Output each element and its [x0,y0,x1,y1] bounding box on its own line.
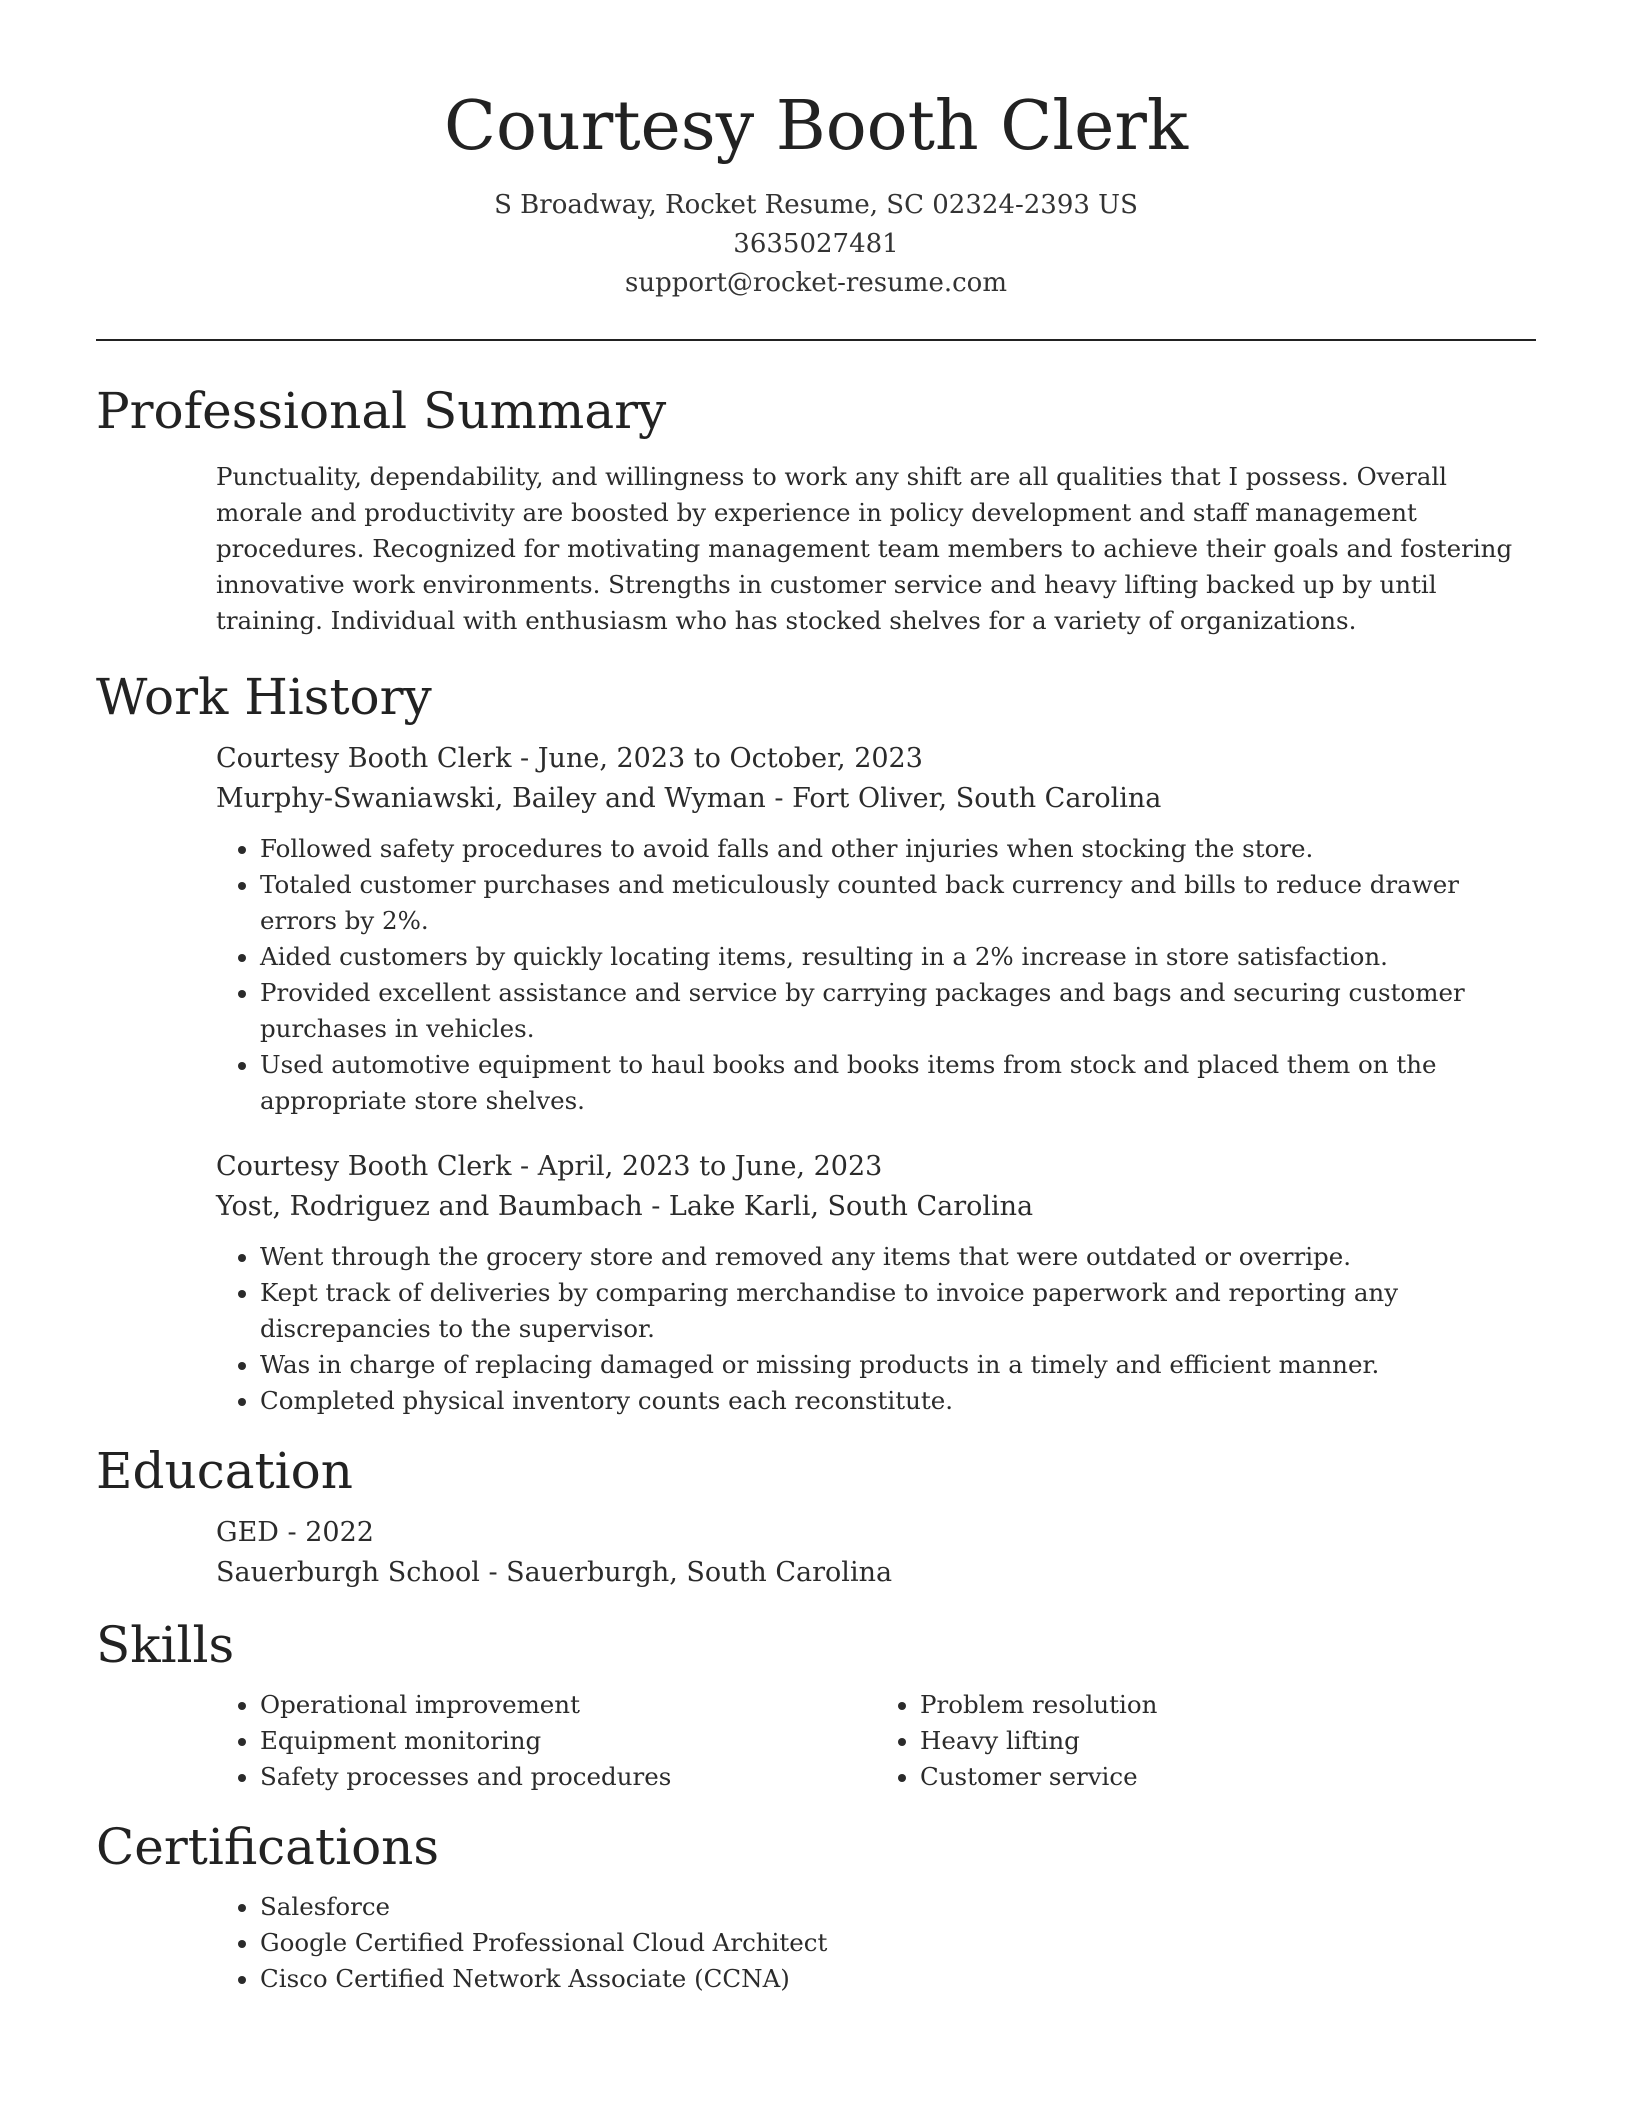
job-bullets [216,1239,1536,1419]
summary-text: Punctuality, dependability, and willingness to work any shift are all qualities that I possess. Overall morale and productivity are boosted by experience in policy development and staff management procedures. Recognized for motivating management team members to achieve their goals and fostering innovative work environments. Strengths in customer service and heavy lifting backed up by until training. Individual with enthusiasm who has stocked shelves for a variety of organizations. [216,462,1513,635]
certification-item: • Salesforce [260,1889,1536,1925]
skills-column-left [216,1687,876,1795]
education-heading: Education [96,1442,353,1500]
skills-section [96,1615,1536,1795]
certifications-heading: Certifications [96,1818,440,1876]
job-bullet: • Used automotive equipment to haul books and books items from stock and placed them on the appropriate store shelves. [260,1047,1536,1119]
school-line: Sauerburgh School - Sauerburgh, South Carolina [216,1557,893,1588]
education-section [96,1441,1536,1593]
skill-item: • Equipment monitoring [260,1723,876,1759]
certification-item: • Google Certified Professional Cloud Architect [260,1925,1536,1961]
certifications-list [216,1889,1536,1997]
job-company-line: Yost, Rodriguez and Baumbach - Lake Karli, South Carolina [216,1191,1034,1222]
job-bullets [216,831,1536,1119]
job-title-line: Courtesy Booth Clerk - April, 2023 to June, 2023 [216,1151,883,1182]
job-bullet: • Kept track of deliveries by comparing merchandise to invoice paperwork and reporting any discrepancies to the supervisor. [260,1275,1536,1347]
certification-item: • Cisco Certified Network Associate (CCNA) [260,1961,1536,1997]
job-bullet: • Aided customers by quickly locating items, resulting in a 2% increase in store satisfaction. [260,939,1536,975]
job-bullet: • Was in charge of replacing damaged or missing products in a timely and efficient manner. [260,1347,1536,1383]
certifications-section [96,1817,1536,1997]
job-bullet: • Provided excellent assistance and service by carrying packages and bags and securing customer purchases in vehicles. [260,975,1536,1047]
job-bullet: • Totaled customer purchases and meticulously counted back currency and bills to reduce drawer errors by 2%. [260,867,1536,939]
skill-item: • Customer service [920,1759,1536,1795]
education-entry [216,1513,1536,1593]
resume-header [96,0,1536,303]
header-divider [96,339,1536,341]
work-section [96,667,1536,1419]
skills-grid [216,1675,1536,1795]
skill-item: • Heavy lifting [920,1723,1536,1759]
skills-column-right [876,1687,1536,1795]
job-entry [216,1147,1536,1419]
skill-item: • Problem resolution [920,1687,1536,1723]
summary-heading: Professional Summary [96,382,667,440]
skill-item: • Safety processes and procedures [260,1759,876,1795]
skill-item: • Operational improvement [260,1687,876,1723]
contact-block [96,186,1536,303]
degree-line: GED - 2022 [216,1517,374,1548]
job-bullet: • Followed safety procedures to avoid falls and other injuries when stocking the store. [260,831,1536,867]
work-heading: Work History [96,668,432,726]
email: support@rocket-resume.com [624,268,1007,298]
job-entry [216,739,1536,1119]
job-bullet: • Went through the grocery store and removed any items that were outdated or overripe. [260,1239,1536,1275]
resume-page [96,0,1536,1997]
job-company-line: Murphy-Swaniawski, Bailey and Wyman - Fort Oliver, South Carolina [216,783,1162,814]
skills-heading: Skills [96,1616,235,1674]
address: S Broadway, Rocket Resume, SC 02324-2393 US [494,190,1138,220]
summary-section [96,381,1536,639]
job-title-line: Courtesy Booth Clerk - June, 2023 to October, 2023 [216,743,923,774]
job-bullet: • Completed physical inventory counts each reconstitute. [260,1383,1536,1419]
candidate-name: Courtesy Booth Clerk [443,87,1189,166]
phone: 3635027481 [733,229,899,259]
